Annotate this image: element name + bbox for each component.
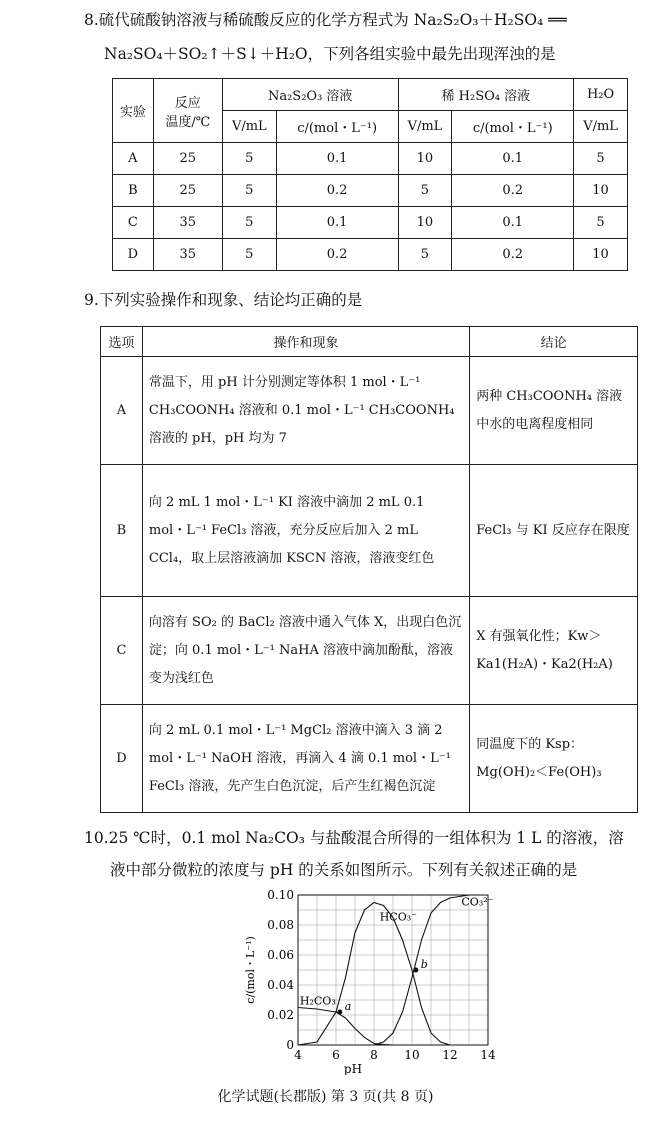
table-row [113, 175, 628, 207]
series-label: HCO₃⁻ [379, 910, 417, 924]
header-conclusion: 结论 [470, 327, 638, 357]
cell: 35 [153, 207, 222, 239]
cell: 0.1 [452, 207, 574, 239]
cell: 5 [398, 239, 452, 271]
x-tick-label: 4 [294, 1048, 302, 1062]
y-tick-label: 0.08 [267, 918, 294, 932]
concentration-chart [240, 885, 500, 1075]
header-c1: c/(mol・L⁻¹) [276, 111, 398, 143]
q10-line2: 液中部分微粒的浓度与 pH 的关系如图所示。下列有关叙述正确的是 [110, 861, 578, 879]
chart-svg [240, 885, 500, 1075]
cell: 35 [153, 239, 222, 271]
x-tick-label: 10 [404, 1048, 420, 1062]
cell: 0.2 [452, 175, 574, 207]
operation-text: 常温下，用 pH 计分别测定等体积 1 mol・L⁻¹ CH₃COONH₄ 溶液和 0.1 mol・L⁻¹ CH₃COONH₄ 溶液的 pH，pH 均为 7 [142, 357, 469, 465]
header-option: 选项 [101, 327, 143, 357]
table-row [101, 465, 638, 597]
cell: 0.1 [276, 207, 398, 239]
series-line [298, 1008, 393, 1046]
y-axis-label: c/(mol・L⁻¹) [244, 936, 257, 1004]
option-id: C [101, 597, 143, 705]
cell: 0.1 [276, 143, 398, 175]
option-id: B [101, 465, 143, 597]
cell: 5 [222, 143, 276, 175]
cell: 10 [398, 143, 452, 175]
x-tick-label: 14 [480, 1048, 496, 1062]
cell: 0.2 [276, 239, 398, 271]
conclusion-text: FeCl₃ 与 KI 反应存在限度 [470, 465, 638, 597]
cell: 0.2 [276, 175, 398, 207]
x-tick-label: 12 [442, 1048, 458, 1062]
header-na2s2o3: Na₂S₂O₃ 溶液 [222, 79, 398, 111]
point-label: a [344, 1000, 352, 1013]
cell: 25 [153, 143, 222, 175]
q9-title: 9.下列实验操作和现象、结论均正确的是 [84, 291, 363, 309]
header-v1: V/mL [222, 111, 276, 143]
operation-text: 向 2 mL 1 mol・L⁻¹ KI 溶液中滴加 2 mL 0.1 mol・L⁻¹ FeCl₃ 溶液，充分反应后加入 2 mL CCl₄，取上层溶液滴加 KSCN 溶液，溶液变红色 [142, 465, 469, 597]
y-tick-label: 0.04 [267, 978, 294, 992]
data-point [413, 968, 418, 973]
table-row [113, 143, 628, 175]
x-axis-label: pH [343, 1062, 363, 1075]
option-id: D [101, 705, 143, 813]
header-h2so4: 稀 H₂SO₄ 溶液 [398, 79, 574, 111]
cell: B [113, 175, 154, 207]
series-label: CO₃²⁻ [461, 895, 494, 909]
cell: C [113, 207, 154, 239]
cell: 5 [574, 207, 628, 239]
y-tick-label: 0.10 [267, 888, 294, 902]
cell: 5 [222, 175, 276, 207]
conclusion-text: X 有强氧化性；Kw＞Ka1(H₂A)・Ka2(H₂A) [470, 597, 638, 705]
cell: 0.1 [452, 143, 574, 175]
cell: 5 [574, 143, 628, 175]
cell: 5 [222, 239, 276, 271]
cell: 10 [574, 175, 628, 207]
table-row [113, 239, 628, 271]
table-row [101, 357, 638, 465]
q8-line1: 8.硫代硫酸钠溶液与稀硫酸反应的化学方程式为 Na₂S₂O₃＋H₂SO₄ ══ [84, 11, 567, 29]
conclusion-text: 同温度下的 Ksp：Mg(OH)₂＜Fe(OH)₃ [470, 705, 638, 813]
y-tick-label: 0.06 [267, 948, 294, 962]
cell: 5 [222, 207, 276, 239]
header-v3: V/mL [574, 111, 628, 143]
header-c2: c/(mol・L⁻¹) [452, 111, 574, 143]
y-tick-label: 0.02 [267, 1008, 294, 1022]
series-label: H₂CO₃ [299, 994, 336, 1008]
x-tick-label: 8 [370, 1048, 378, 1062]
header-experiment: 实验 [113, 79, 154, 143]
conclusion-text: 两种 CH₃COONH₄ 溶液中水的电离程度相同 [470, 357, 638, 465]
cell: D [113, 239, 154, 271]
cell: 10 [574, 239, 628, 271]
q8-line2: Na₂SO₄＋SO₂↑＋S↓＋H₂O，下列各组实验中最先出现浑浊的是 [104, 45, 556, 63]
x-tick-label: 6 [332, 1048, 340, 1062]
cell: A [113, 143, 154, 175]
y-tick-label: 0 [286, 1038, 294, 1052]
header-v2: V/mL [398, 111, 452, 143]
header-water: H₂O [574, 79, 628, 111]
table-row [101, 705, 638, 813]
q10-line1: 10.25 ℃时，0.1 mol Na₂CO₃ 与盐酸混合所得的一组体积为 1 L 的溶液，溶 [84, 829, 624, 847]
page-footer: 化学试题(长郡版) 第 3 页(共 8 页) [217, 1089, 434, 1105]
header-temp: 反应 温度/℃ [153, 79, 222, 143]
operation-text: 向溶有 SO₂ 的 BaCl₂ 溶液中通入气体 X，出现白色沉淀；向 0.1 mol・L⁻¹ NaHA 溶液中滴加酚酞，溶液变为浅红色 [142, 597, 469, 705]
table-row [113, 207, 628, 239]
q9-table [100, 326, 638, 813]
point-label: b [420, 958, 428, 971]
cell: 25 [153, 175, 222, 207]
data-point [337, 1010, 342, 1015]
header-operation: 操作和现象 [142, 327, 469, 357]
option-id: A [101, 357, 143, 465]
operation-text: 向 2 mL 0.1 mol・L⁻¹ MgCl₂ 溶液中滴入 3 滴 2 mol・L⁻¹ NaOH 溶液，再滴入 4 滴 0.1 mol・L⁻¹ FeCl₃ 溶液，先产生白色沉淀，后产生红褐色沉淀 [142, 705, 469, 813]
cell: 10 [398, 207, 452, 239]
cell: 5 [398, 175, 452, 207]
table-row [101, 597, 638, 705]
q8-table [112, 78, 628, 271]
cell: 0.2 [452, 239, 574, 271]
